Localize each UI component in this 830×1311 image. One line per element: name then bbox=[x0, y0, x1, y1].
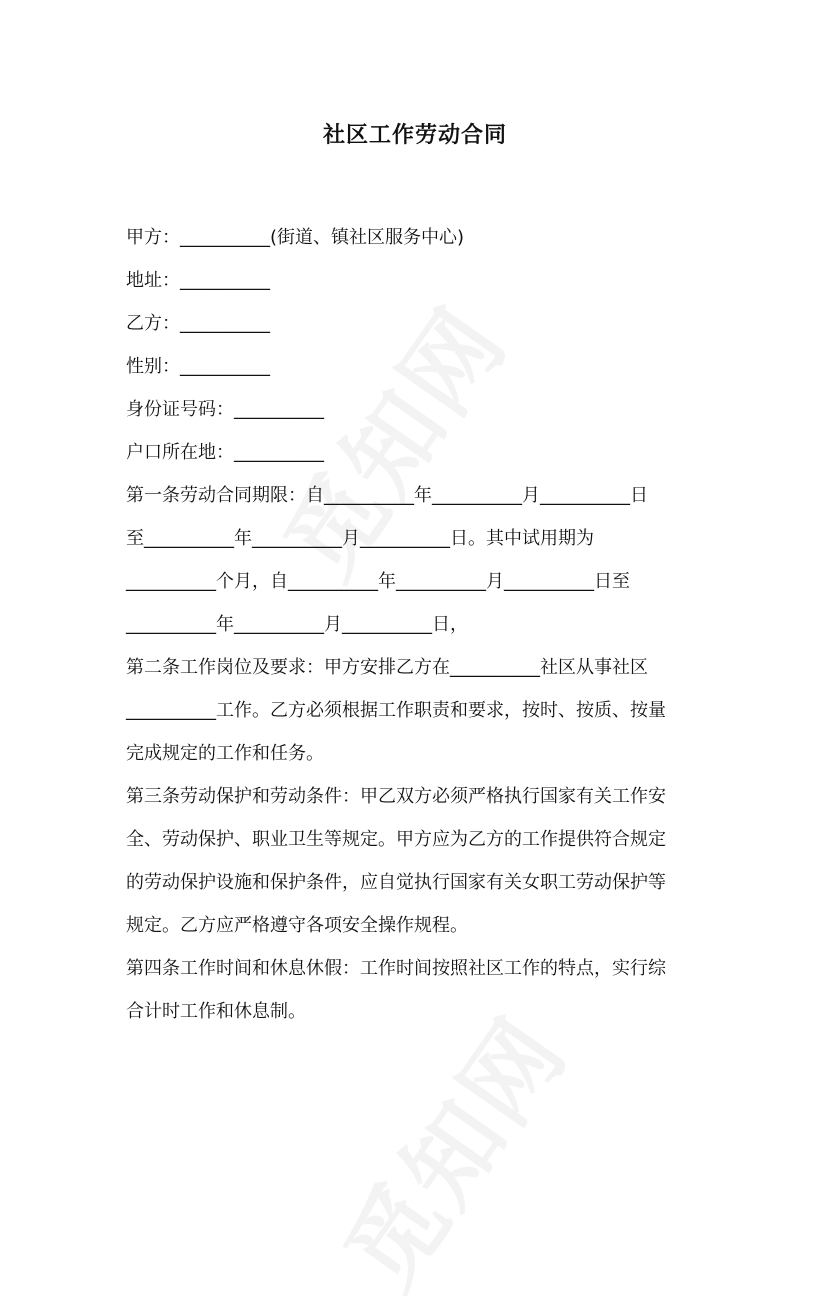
party-b-field: 乙方：__________ bbox=[126, 313, 270, 334]
watermark bbox=[308, 986, 592, 1310]
paragraph-line: 的劳动保护设施和保护条件，应自觉执行国家有关女职工劳动保护等 bbox=[126, 872, 666, 893]
paragraph-line: 规定。乙方应严格遵守各项安全操作规程。 bbox=[126, 915, 468, 936]
article-4-working-hours bbox=[126, 947, 706, 1033]
gender-field: 性别：__________ bbox=[126, 356, 270, 377]
paragraph-line: 第二条工作岗位及要求：甲方安排乙方在__________社区从事社区 bbox=[126, 657, 648, 678]
document-title: 社区工作劳动合同 bbox=[322, 123, 507, 148]
address-field: 地址：__________ bbox=[126, 270, 270, 291]
paragraph-line: __________年__________月__________日， bbox=[126, 614, 468, 635]
article-1-contract-term bbox=[126, 474, 706, 646]
article-2-position-requirements bbox=[126, 646, 706, 775]
paragraph-line: 第一条劳动合同期限：自__________年__________月__________日 bbox=[126, 485, 648, 506]
paragraph-line: 合计时工作和休息制。 bbox=[126, 1001, 306, 1022]
paragraph-line: 全、劳动保护、职业卫生等规定。甲方应为乙方的工作提供符合规定 bbox=[126, 829, 666, 850]
party-a-field: 甲方：__________(街道、镇社区服务中心) bbox=[126, 227, 465, 248]
document-body bbox=[126, 216, 706, 1033]
paragraph-line: __________工作。乙方必须根据工作职责和要求，按时、按质、按量 bbox=[126, 700, 666, 721]
household-registration-field: 户口所在地：__________ bbox=[126, 442, 324, 463]
paragraph-line: 第四条工作时间和休息休假：工作时间按照社区工作的特点，实行综 bbox=[126, 958, 666, 979]
paragraph-line: 第三条劳动保护和劳动条件：甲乙双方必须严格执行国家有关工作安 bbox=[126, 786, 666, 807]
paragraph-line: 完成规定的工作和任务。 bbox=[126, 743, 324, 764]
paragraph-line: __________个月，自__________年__________月__________日至 bbox=[126, 571, 630, 592]
paragraph-line: 至__________年__________月__________日。其中试用期为 bbox=[126, 528, 594, 549]
id-number-field: 身份证号码：__________ bbox=[126, 399, 324, 420]
article-3-labor-protection bbox=[126, 775, 706, 947]
